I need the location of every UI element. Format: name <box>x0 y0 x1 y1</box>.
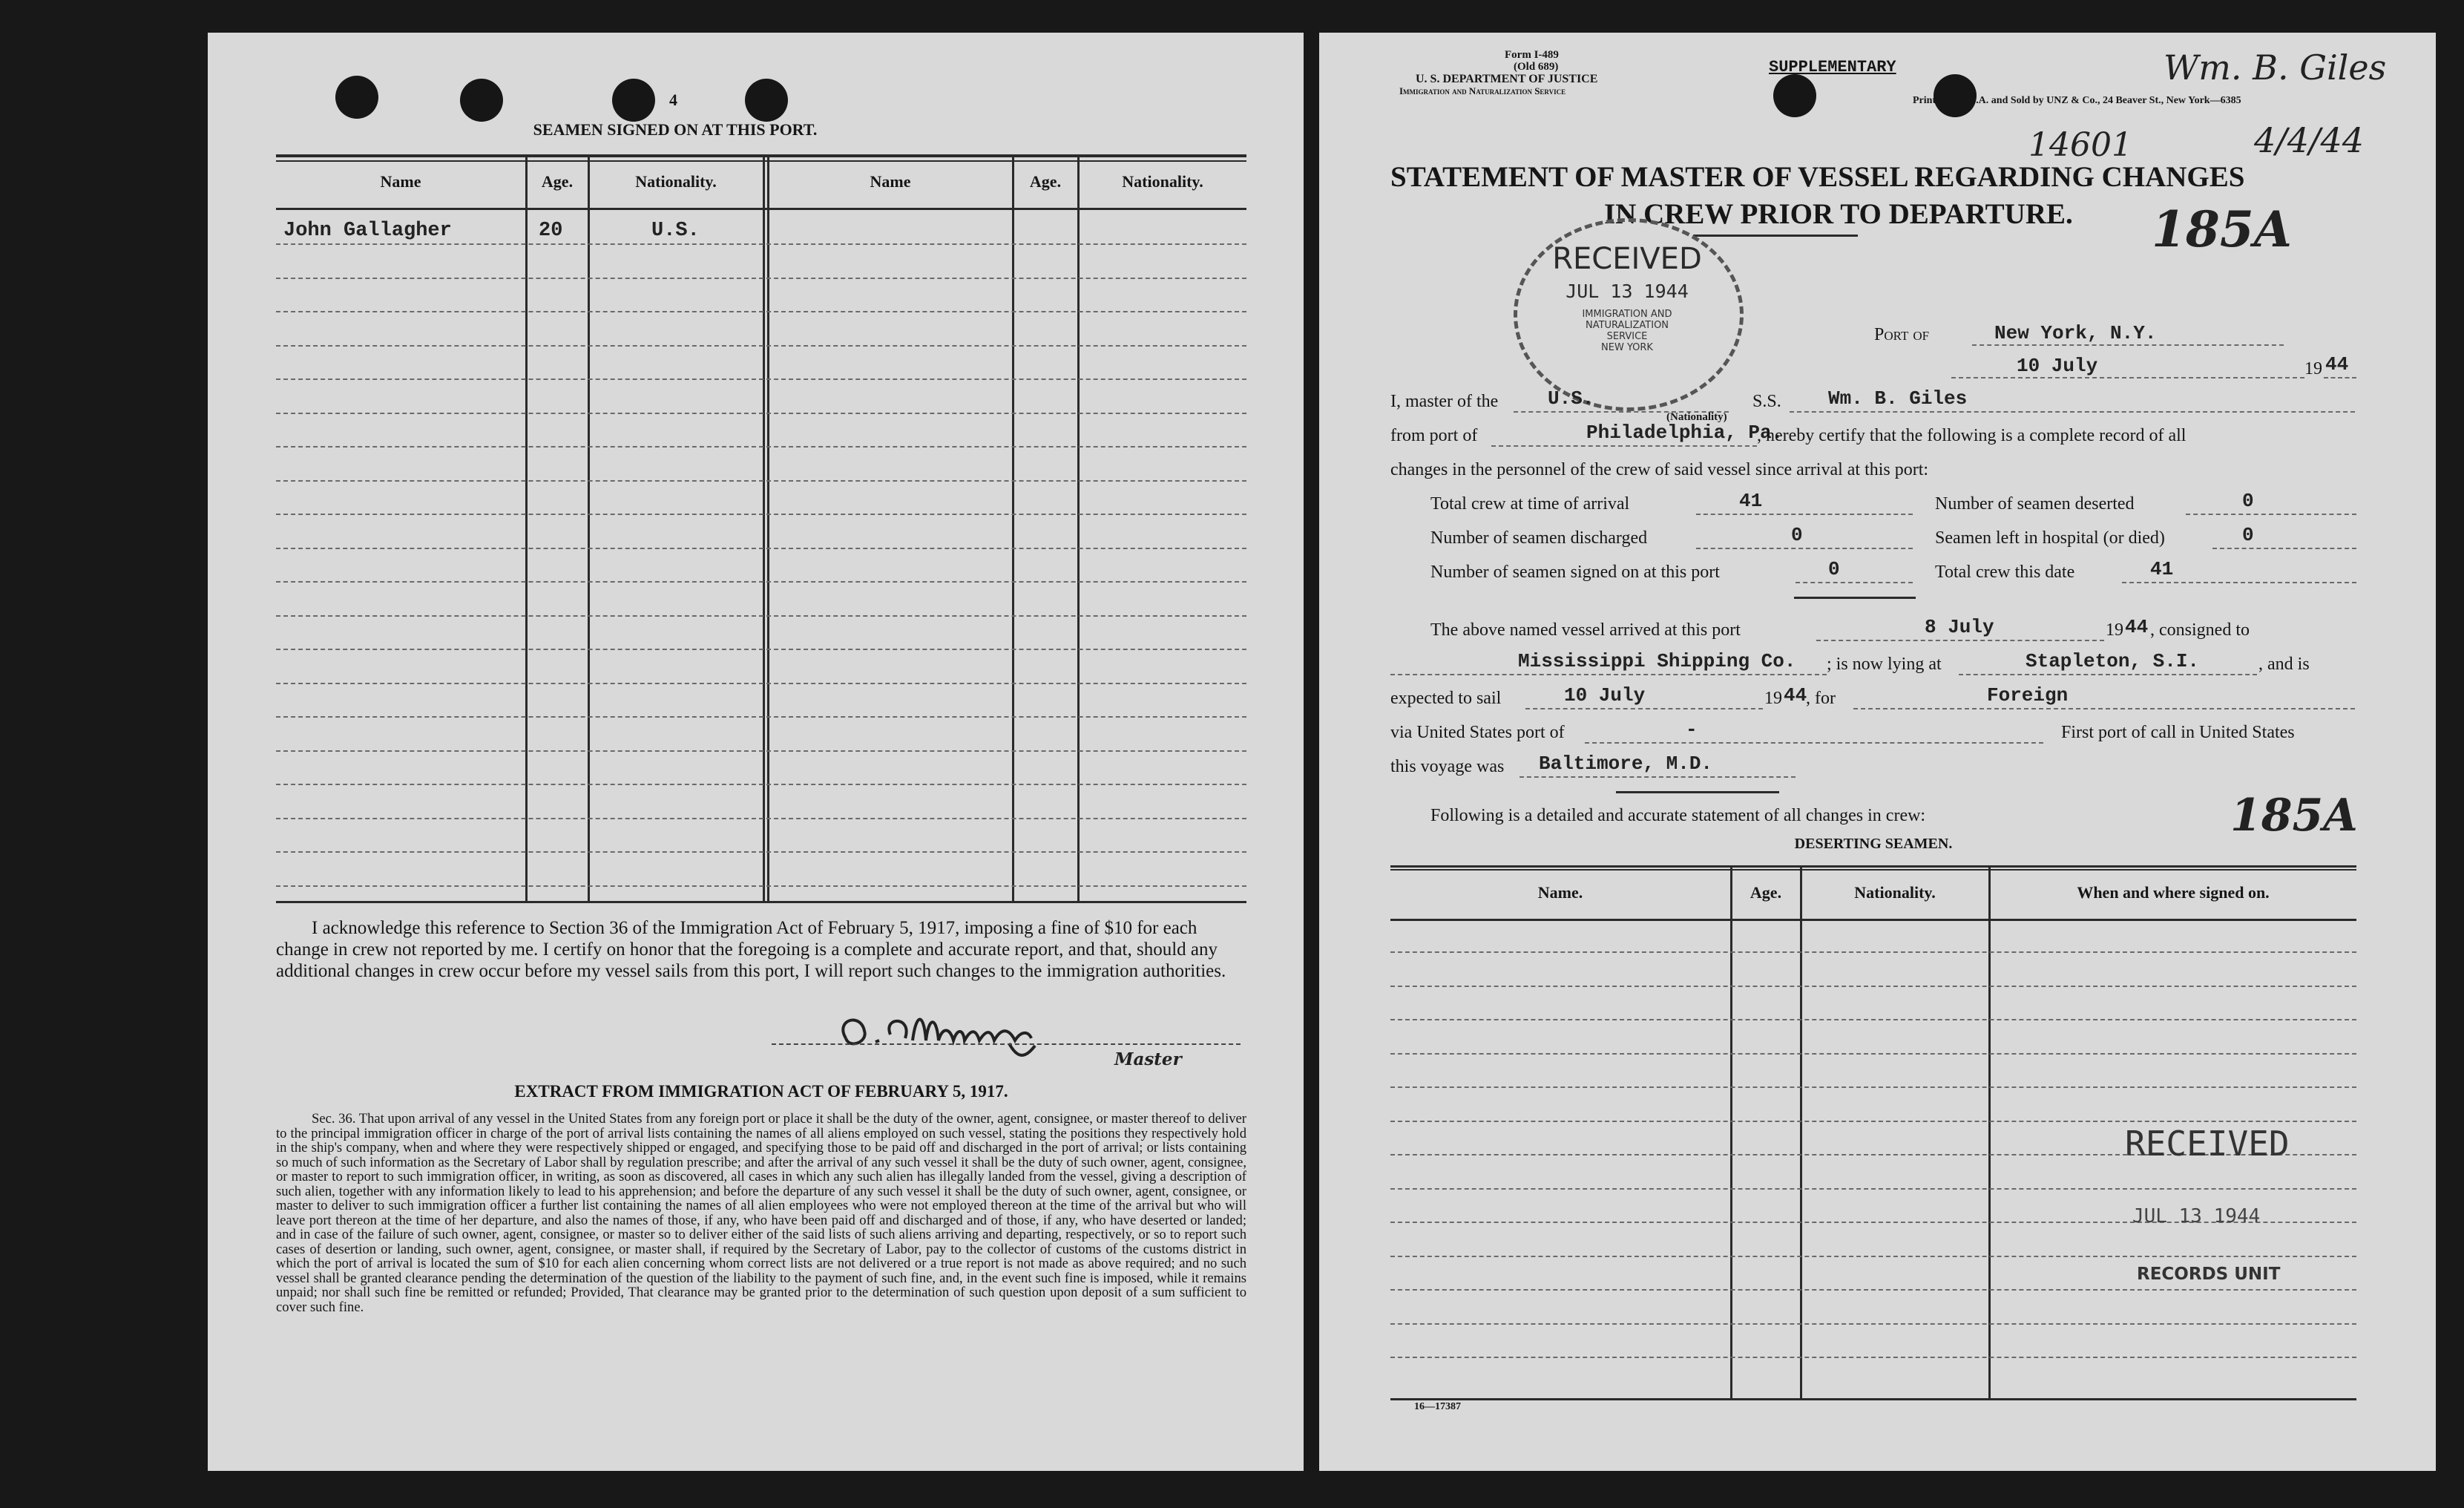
this-voyage-value: Baltimore, M.D. <box>1539 753 1713 775</box>
total-crew-arrival-value: 41 <box>1739 490 1763 512</box>
right-page <box>1319 33 2436 1471</box>
column-header: Nationality. <box>635 172 717 191</box>
punch-hole <box>1773 74 1816 117</box>
ss-label: S.S. <box>1752 392 1781 411</box>
form-title-line2: IN CREW PRIOR TO DEPARTURE. <box>1604 198 2073 230</box>
form-old-number: (Old 689) <box>1514 61 1559 73</box>
seaman-age: 20 <box>539 220 563 242</box>
table-rule-line <box>276 818 1246 819</box>
punch-hole <box>612 79 655 122</box>
column-header: Name <box>870 172 911 191</box>
via-line <box>1585 742 2043 744</box>
supplementary-label: SUPPLEMENTARY <box>1769 58 1896 76</box>
table-rule-line <box>276 649 1246 650</box>
this-voyage-label: this voyage was <box>1390 757 1505 776</box>
column-divider <box>1730 867 1732 1400</box>
port-label: Port of <box>1874 325 1930 344</box>
column-header: Nationality. <box>1122 172 1203 191</box>
via-label: via United States port of <box>1390 723 1565 742</box>
this-voyage-line <box>1520 776 1796 778</box>
table-rule-line <box>276 413 1246 414</box>
from-port-line <box>1491 445 1757 447</box>
table-header-border <box>276 208 1246 210</box>
department: U. S. DEPARTMENT OF JUSTICE <box>1416 73 1598 85</box>
expected-label: expected to sail <box>1390 689 1502 708</box>
for-label: , for <box>1806 689 1836 708</box>
table-rule-line <box>1390 986 2356 987</box>
count-line <box>1696 514 1913 515</box>
table-rule-line <box>276 311 1246 312</box>
signature-role: Master <box>1114 1049 1182 1069</box>
seaman-nationality: U.S. <box>651 220 700 242</box>
left-page <box>208 33 1304 1471</box>
table-rule-line <box>276 345 1246 347</box>
punch-hole <box>745 79 788 122</box>
table-rule-line <box>276 378 1246 380</box>
discharged-value: 0 <box>1791 524 1803 546</box>
table-rule-line <box>276 514 1246 515</box>
column-divider <box>1800 867 1802 1400</box>
table-rule-line <box>276 784 1246 785</box>
total-crew-arrival-label: Total crew at time of arrival <box>1430 494 1630 514</box>
column-divider <box>1988 867 1991 1400</box>
records-unit-stamp: RECORDS UNIT <box>2137 1265 2281 1284</box>
table-rule-line <box>276 243 1246 245</box>
punch-hole <box>460 79 503 122</box>
signature-line <box>772 1043 1241 1045</box>
table-rule-line <box>276 750 1246 752</box>
master-signature <box>831 997 1054 1064</box>
deserting-title: DESERTING SEAMEN. <box>1794 836 1953 852</box>
table-rule-line <box>1390 1289 2356 1291</box>
handwritten-ref: 185A <box>2152 200 2292 258</box>
page-number: 4 <box>669 91 677 109</box>
count-line <box>1796 582 1913 583</box>
stamp-date: JUL 13 1944 <box>1566 281 1689 302</box>
table-rule-line <box>276 480 1246 482</box>
stamp-line: IMMIGRATION AND <box>1582 309 1672 320</box>
table-rule-line <box>1390 1121 2356 1122</box>
first-port-label: First port of call in United States <box>2061 723 2295 742</box>
table-top-border <box>276 160 1246 162</box>
hospital-label: Seamen left in hospital (or died) <box>1935 528 2165 548</box>
vessel-name: Wm. B. Giles <box>1828 387 1968 410</box>
total-crew-date-label: Total crew this date <box>1935 563 2075 582</box>
total-crew-date-value: 41 <box>2150 558 2174 580</box>
voyage-underline <box>1616 791 1779 793</box>
seaman-name: John Gallagher <box>283 220 452 242</box>
for-value: Foreign <box>1987 684 2069 707</box>
stamp-line: NEW YORK <box>1601 342 1653 353</box>
table-rule-line <box>1390 951 2356 953</box>
signed-on-label: Number of seamen signed on at this port <box>1430 563 1720 582</box>
extract-title: EXTRACT FROM IMMIGRATION ACT OF FEBRUARY 5, 1917. <box>514 1082 1008 1101</box>
column-divider <box>525 156 528 902</box>
arrived-label: The above named vessel arrived at this port <box>1430 620 1741 640</box>
table-rule-line <box>1390 1053 2356 1055</box>
column-header: Name. <box>1537 883 1583 902</box>
year-line <box>2324 377 2356 378</box>
stamp-line: SERVICE <box>1606 331 1648 342</box>
stamp-line: NATURALIZATION <box>1585 320 1669 331</box>
form-title-line1: STATEMENT OF MASTER OF VESSEL REGARDING CHANGES <box>1390 161 2245 193</box>
count-line <box>1696 548 1913 549</box>
expected-year-prefix: 19 <box>1764 689 1782 708</box>
table-bottom-border <box>276 901 1246 903</box>
port-line <box>1972 344 2284 346</box>
consignee-line <box>1390 674 1827 675</box>
table-rule-line <box>1390 1256 2356 1257</box>
service: Immigration and Naturalization Service <box>1399 85 1566 96</box>
stamp-label: RECEIVED <box>1552 242 1702 276</box>
year-prefix: 19 <box>2304 359 2322 378</box>
column-header: When and where signed on. <box>2077 883 2270 902</box>
certify-text: , hereby certify that the following is a complete record of all <box>1757 426 2187 445</box>
hospital-value: 0 <box>2242 524 2254 546</box>
section-title: SEAMEN SIGNED ON AT THIS PORT. <box>533 120 818 139</box>
table-rule-line <box>1390 1323 2356 1325</box>
and-is-text: , and is <box>2258 655 2310 674</box>
expected-year: 44 <box>1784 684 1807 707</box>
count-line <box>2122 582 2356 583</box>
arrived-line <box>1816 640 2104 641</box>
column-divider <box>763 156 765 902</box>
table-rule-line <box>276 581 1246 583</box>
expected-line <box>1525 708 1763 709</box>
table-rule-line <box>276 446 1246 448</box>
column-divider <box>588 156 590 902</box>
column-header: Age. <box>1750 883 1782 902</box>
deserted-label: Number of seamen deserted <box>1935 494 2135 514</box>
column-header: Age. <box>541 172 574 191</box>
footer-code: 16—17387 <box>1414 1401 1461 1412</box>
column-divider <box>1012 156 1014 902</box>
table-rule-line <box>276 885 1246 887</box>
lying-at-value: Stapleton, S.I. <box>2026 650 2200 672</box>
count-line <box>2212 548 2356 549</box>
table-bottom-border <box>1390 1398 2356 1400</box>
table-header-border <box>1390 919 2356 921</box>
vessel-line <box>1790 411 2355 413</box>
changes-text: changes in the personnel of the crew of said vessel since arrival at this port: <box>1390 460 1929 479</box>
signed-on-value: 0 <box>1828 558 1840 580</box>
column-header: Age. <box>1029 172 1062 191</box>
arrived-value: 8 July <box>1925 616 1994 638</box>
handwritten-number: 14601 <box>2028 126 2132 164</box>
column-divider <box>1077 156 1080 902</box>
table-rule-line <box>1390 1086 2356 1088</box>
discharged-label: Number of seamen discharged <box>1430 528 1648 548</box>
deserted-value: 0 <box>2242 490 2254 512</box>
handwritten-vessel-name: Wm. B. Giles <box>2164 47 2387 88</box>
date-line <box>1951 377 2304 378</box>
printer-note: Printed in U.S.A. and Sold by UNZ & Co., 24 Beaver St., New York—6385 <box>1913 95 2241 106</box>
table-top-border <box>1390 865 2356 868</box>
table-top-border <box>276 154 1246 157</box>
date-value: 10 July <box>2017 355 2098 377</box>
table-rule-line <box>1390 1357 2356 1358</box>
master-of-label: I, master of the <box>1390 392 1499 411</box>
column-header: Nationality. <box>1854 883 1936 902</box>
nationality-value: U.S. <box>1548 387 1594 410</box>
table-rule-line <box>276 683 1246 684</box>
total-underline <box>1794 597 1916 599</box>
arrived-year: 44 <box>2125 616 2149 638</box>
title-underline <box>1693 235 1858 237</box>
extract-text: Sec. 36. That upon arrival of any vessel in the United States from any foreign port or place it shall be the duty of the owner, agent, consignee, or master thereof to deliver to the principal immigration officer in charge of the port of arrival lists containing the names of all aliens employed on such vessel, stating the positions they respectively hold in the ship's company, when and where they were respectively shipped or engaged, and specifying those to be paid off and discharged in the port of arrival; or lists containing so much of such information as the Secretary of Labor shall by regulation prescribe; and after the arrival of any such vessel it shall be the duty of such owner, agent, consignee, or master to report to such immigration officer, in writing, as soon as discovered, all cases in which any such alien has illegally landed from the vessel, giving a description of such alien, together with any information likely to lead to his apprehension; and before the departure of any such vessel it shall be the duty of such owner, agent, consignee, or master to deliver to such immigration officer a further list containing the names of all alien employees who were not employed thereon at the time of the arrival but who will leave port thereon at the time of her departure, and also the names of those, if any, who have been paid off and discharged and of those, if any, who have deserted or landed; and in case of the failure of such owner, agent, consignee, or master so to deliver either of the said lists of such aliens arriving and departing, respectively, or so to report such cases of desertion or landing, such owner, agent, consignee, or master shall, if required by the Secretary of Labor, pay to the collector of customs of the customs district in which the port of arrival is located the sum of $10 for each alien concerning whom correct lists are not delivered or a true report is not made as above required; and no such vessel shall be granted clearance pending the determination of the question of the liability to the payment of such fine, and, in the event such fine is imposed, while it remains unpaid; nor shall such fine be remitted or refunded; Provided, That clearance may be granted prior to the determination of such question upon deposit of a sum sufficient to cover such fine. <box>276 1111 1246 1315</box>
from-port-label: from port of <box>1390 426 1478 445</box>
year-value: 44 <box>2325 353 2349 376</box>
table-rule-line <box>276 615 1246 617</box>
column-divider <box>767 156 769 902</box>
following-text: Following is a detailed and accurate statement of all changes in crew: <box>1430 806 1926 825</box>
table-rule-line <box>276 548 1246 549</box>
from-port-value: Philadelphia, Pa. <box>1586 422 1784 444</box>
acknowledgement-text: I acknowledge this reference to Section 36 of the Immigration Act of February 5, 1917, imposing a fine of $10 for each change in crew not reported by me. I certify on honor that the foregoing is a complete and accurate report, and that, should any additional changes in crew occur before my vessel sails from this port, I will report such changes to the immigration authorities. <box>276 918 1226 981</box>
nationality-caption: (Nationality) <box>1666 411 1727 423</box>
form-number: Form I-489 <box>1505 49 1559 61</box>
table-rule-line <box>276 278 1246 279</box>
received-stamp-date: JUL 13 1944 <box>2132 1205 2261 1227</box>
consignee-value: Mississippi Shipping Co. <box>1518 650 1796 672</box>
arrived-year-prefix: 19 <box>2106 620 2123 640</box>
table-rule-line <box>1390 1019 2356 1020</box>
consigned-to-text: , consigned to <box>2150 620 2250 640</box>
table-top-border <box>1390 869 2356 871</box>
port-value: New York, N.Y. <box>1994 322 2157 344</box>
expected-value: 10 July <box>1564 684 1646 707</box>
for-line <box>1853 708 2355 709</box>
handwritten-ref-2: 185A <box>2230 790 2358 842</box>
lying-at-line <box>1959 674 2257 675</box>
received-stamp-label: RECEIVED <box>2125 1124 2290 1164</box>
lying-at-label: ; is now lying at <box>1827 655 1942 674</box>
column-header: Name <box>380 172 421 191</box>
handwritten-date: 4/4/44 <box>2254 120 2365 160</box>
via-value: - <box>1686 718 1698 741</box>
count-line <box>2186 514 2356 515</box>
punch-hole <box>335 76 378 119</box>
table-rule-line <box>1390 1188 2356 1190</box>
table-rule-line <box>276 716 1246 718</box>
table-rule-line <box>276 851 1246 853</box>
